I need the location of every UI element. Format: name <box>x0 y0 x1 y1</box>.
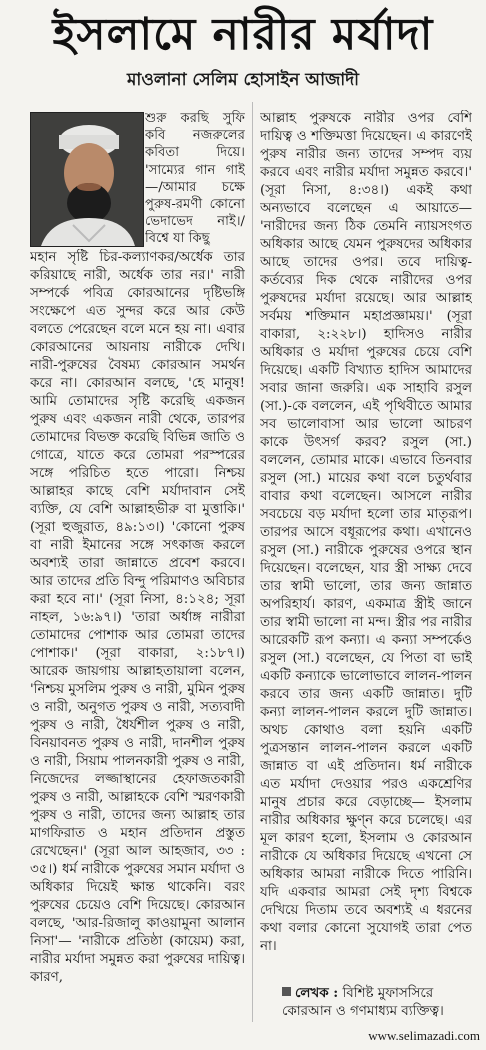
column-divider <box>252 102 253 1022</box>
body-column-2: আল্লাহ পুরুষকে নারীর ওপর বেশি দায়িত্ব ও শক্তিমত্তা দিয়েছেন। এ কারণেই পুরুষ নারীর জন্য তাদের সম্পদ ব্যয় করবে এবং নারীর মর্যাদা সমুন্নত করবে।' (সূরা নিসা, ৪:৩৪।) একই কথা অন্যভাবে বলেছেন এ আয়াতে— 'নারীদের জন্য ঠিক তেমনি ন্যায়সংগত অধিকার আছে যেমন পুরুষদের অধিকার আছে তাদের ওপর। তবে দায়িত্ব-কর্তব্যের দিক থেকে নারীদের ওপর পুরুষদের মর্যাদা রয়েছে। আর আল্লাহ সর্বময় শক্তিমান মহাপ্রজ্ঞাময়।' (সূরা বাকারা, ২:২২৮।) হাদিসও নারীর অধিকার ও মর্যাদা পুরুষের চেয়ে বেশি দিয়েছে। একটি বিখ্যাত হাদিস আমাদের সবার জানা জরুরি। এক সাহাবি রসুল (সা.)-কে বললেন, এই পৃথিবীতে আমার সব ভালোবাসা আর ভালো আচরণ কাকে উৎসর্গ করব? রসুল (সা.) বললেন, তোমার মাকে। এভাবে তিনবার রসুল (সা.) মায়ের কথা বলে চতুর্থবার বাবার কথা বলেছেন। আসলে নারীর সবচেয়ে বড় মর্যাদা হলো তার মাতৃরূপ। তারপর আসে বধূরূপের কথা। এখানেও রসুল (সা.) নারীকে পুরুষের ওপরে স্থান দিয়েছেন। বলেছেন, যার স্ত্রী সাক্ষ্য দেবে তার স্বামী ভালো, তার জন্য জান্নাত অপরিহার্য। কারণ, একমাত্র স্ত্রীই জানে তার স্বামী ভালো না মন্দ। স্ত্রীর পর নারীর আরেকটি রূপ কন্যা। এ কন্যা সম্পর্কেও রসুল (সা.) বলেছেন, যে পিতা বা ভাই একটি কন্যাকে ভালোভাবে লালন-পালন করবে তার জন্য একটি জান্নাত। দুটি কন্যা লালন-পালন করলে দুটি জান্নাত। অথচ কোথাও বলা হয়নি একটি পুত্রসন্তান লালন-পালন করলে একটি জান্নাত বা এই প্রতিদান। ধর্ম নারীকে এত মর্যাদা দেওয়ার পরও একশ্রেণির মানুষ প্রচার করে বেড়াচ্ছে— ইসলাম নারীর অধিকার ক্ষুণ্ন করে চলেছে। এর মূল কারণ হলো, ইসলাম ও কোরআন নারীকে যে অধিকার দিয়েছে এখনো সে অধিকার আমরা নারীকে দিতে পারিনি। যদি একবার আমরা সেই দৃশ্য বিশ্বকে দেখিয়ে দিতাম তবে অবশ্যই এ ধরনের কথা বলার কোনো সুযোগই তারা পেত না। <box>260 111 472 954</box>
author-photo <box>30 112 144 247</box>
author-name: মাওলানা সেলিম হোসাইন আজাদী <box>126 70 360 90</box>
intro-text: শুরু করছি সুফি কবি নজরুলের কবিতা দিয়ে। 'সাম্যের গান গাই—/আমার চক্ষে পুরুষ-রমণী কোনো ভেদাভেদ নাই।/বিশ্বে যা কিছু <box>145 111 245 247</box>
byline-text: বিশিষ্ট মুফাসসিরে কোরআন ও গণমাধ্যম ব্যক্তিত্ব। <box>282 986 444 1019</box>
author-byline <box>282 984 472 1024</box>
article-title: ইসলামে নারীর মর্যাদা <box>52 9 434 60</box>
byline-label: লেখক : <box>295 985 339 1001</box>
website-link[interactable]: www.selimazadi.com <box>368 1028 480 1043</box>
square-bullet-icon <box>282 987 291 996</box>
body-column-1: মহান সৃষ্টি চির-কল্যাণকর/অর্ধেক তার করিয়াছে নারী, অর্ধেক তার নর।' নারী সম্পর্কে পবিত্র কোরআনের দৃষ্টিভঙ্গি সংক্ষেপে এত সুন্দর করে আর কেউ বলতে পেরেছেন বলে মনে হয় না। এবার কোরআনের আয়নায় নারীকে দেখি। নারী-পুরুষের বৈষম্য কোরআন সমর্থন করে না। কোরআন বলছে, 'হে মানুষ! আমি তোমাদের সৃষ্টি করেছি একজন পুরুষ এবং একজন নারী থেকে, তারপর তোমাদের বিভক্ত করেছি বিভিন্ন জাতি ও গোত্রে, যাতে করে তোমরা পরস্পরের সঙ্গে পরিচিত হতে পারো। নিশ্চয় আল্লাহর কাছে বেশি মর্যাদাবান সেই ব্যক্তি, যে বেশি আল্লাহভীরু বা মুত্তাকি।' (সূরা হুজুরাত, ৪৯:১৩।) 'কোনো পুরুষ বা নারী ইমানের সঙ্গে সৎকাজ করলে অবশ্যই তারা জান্নাতে প্রবেশ করবে। আর তাদের প্রতি বিন্দু পরিমাণও অবিচার করা হবে না।' (সূরা নিসা, ৪:১২৪; সূরা নাহল, ১৬:৯৭।) 'তারা অর্ধাঙ্গ নারীরা তোমাদের পোশাক আর তোমরা তাদের পোশাক।' (সূরা বাকারা, ২:১৮৭।) আরেক জায়গায় আল্লাহতায়ালা বলেন, 'নিশ্চয় মুসলিম পুরুষ ও নারী, মুমিন পুরুষ ও নারী, অনুগত পুরুষ ও নারী, সত্যবাদী পুরুষ ও নারী, ধৈর্যশীল পুরুষ ও নারী, বিনয়াবনত পুরুষ ও নারী, দানশীল পুরুষ ও নারী, সিয়াম পালনকারী পুরুষ ও নারী, নিজেদের লজ্জাস্থানের হেফাজতকারী পুরুষ ও নারী, আল্লাহকে বেশি স্মরণকারী পুরুষ ও নারী, তাদের জন্য আল্লাহ তার মাগফিরাত ও মহান প্রতিদান প্রস্তুত রেখেছেন।' (সূরা আল আহজাব, ৩৩ : ৩৫।) ধর্ম নারীকে পুরুষের সমান মর্যাদা ও অধিকার দিয়েই ক্ষান্ত থাকেনি। বরং পুরুষের চেয়েও বেশি দিয়েছে। কোরআন বলছে, 'আর-রিজালু কাওয়ামুনা আলান নিসা'— 'নারীকে প্রতিষ্ঠা (কায়েম) করা, নারীর মর্যাদা সমুন্নত করা পুরুষের দায়িত্ব। কারণ, <box>30 250 245 985</box>
author-portrait-image <box>31 113 143 246</box>
